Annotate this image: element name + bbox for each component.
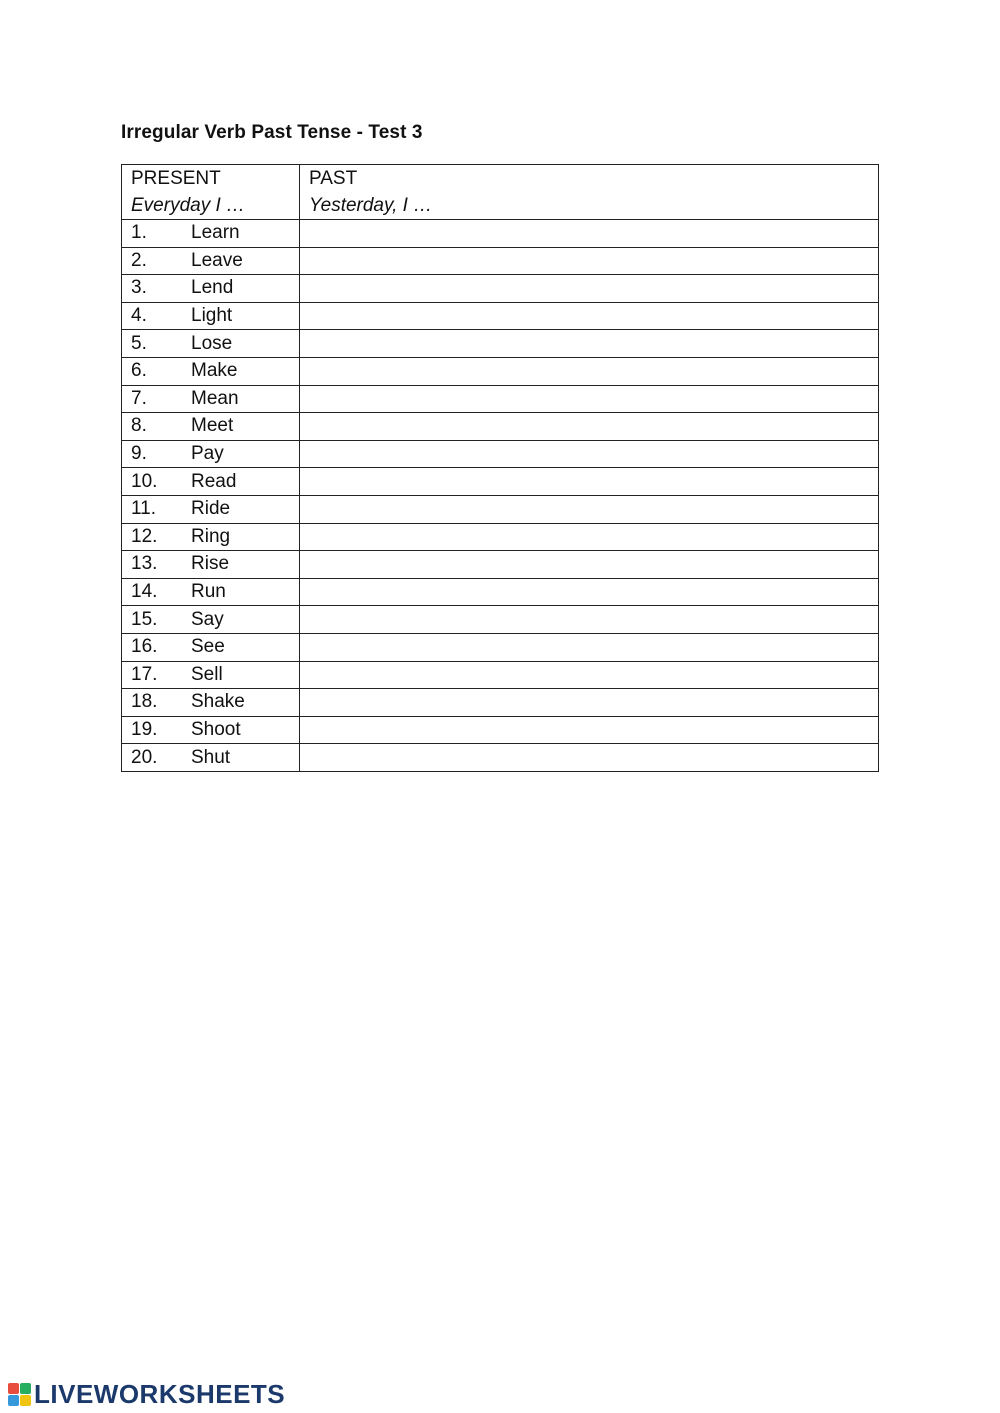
- past-answer-cell: [300, 330, 879, 358]
- past-tense-answer-input[interactable]: [309, 689, 878, 715]
- present-verb-cell: [122, 275, 300, 303]
- row-number: 20.: [131, 746, 158, 768]
- table-row: [122, 633, 879, 661]
- present-verb: Rise: [191, 553, 230, 575]
- present-verb-cell: [122, 413, 300, 441]
- present-verb-cell: [122, 661, 300, 689]
- present-verb: Ring: [191, 525, 231, 547]
- row-number: 17.: [131, 663, 158, 685]
- past-answer-cell: [300, 275, 879, 303]
- row-number: 19.: [131, 718, 158, 740]
- past-answer-cell: [300, 606, 879, 634]
- logo-tile-3: [8, 1395, 19, 1406]
- present-verb-cell: [122, 744, 300, 772]
- table-row: [122, 578, 879, 606]
- past-answer-cell: [300, 661, 879, 689]
- logo-tile-2: [20, 1383, 31, 1394]
- past-answer-cell: [300, 689, 879, 717]
- worksheet-title: Irregular Verb Past Tense - Test 3: [121, 122, 423, 143]
- table-row: [122, 523, 879, 551]
- table-row: [122, 330, 879, 358]
- present-verb: Shut: [191, 746, 231, 768]
- past-answer-cell: [300, 220, 879, 248]
- past-answer-cell: [300, 413, 879, 441]
- past-header-label: PAST: [309, 168, 358, 189]
- present-verb: Ride: [191, 498, 231, 520]
- past-answer-cell: [300, 440, 879, 468]
- past-answer-cell: [300, 523, 879, 551]
- present-verb-cell: [122, 468, 300, 496]
- past-tense-answer-input[interactable]: [309, 330, 878, 356]
- present-verb-cell: [122, 633, 300, 661]
- past-answer-cell: [300, 357, 879, 385]
- past-tense-answer-input[interactable]: [309, 275, 878, 301]
- past-tense-answer-input[interactable]: [309, 358, 878, 384]
- row-number: 11.: [131, 498, 157, 520]
- past-tense-answer-input[interactable]: [309, 744, 878, 770]
- present-verb: Read: [191, 470, 237, 492]
- row-number: 5.: [131, 332, 147, 354]
- present-verb-cell: [122, 357, 300, 385]
- table-row: [122, 716, 879, 744]
- present-verb-cell: [122, 330, 300, 358]
- past-tense-answer-input[interactable]: [309, 303, 878, 329]
- past-answer-cell: [300, 302, 879, 330]
- table-row: [122, 247, 879, 275]
- past-tense-answer-input[interactable]: [309, 579, 878, 605]
- past-tense-answer-input[interactable]: [309, 717, 878, 743]
- brand-name: LIVEWORKSHEETS: [34, 1379, 286, 1409]
- row-number: 1.: [131, 222, 147, 244]
- past-answer-cell: [300, 468, 879, 496]
- table-row: [122, 275, 879, 303]
- present-verb-cell: [122, 716, 300, 744]
- present-header-cell: [122, 165, 300, 220]
- present-verb-cell: [122, 495, 300, 523]
- table-row: [122, 606, 879, 634]
- past-tense-answer-input[interactable]: [309, 496, 878, 522]
- logo-tile-4: [20, 1395, 31, 1406]
- past-answer-cell: [300, 551, 879, 579]
- present-header-hint: Everyday I …: [131, 195, 246, 216]
- past-answer-cell: [300, 633, 879, 661]
- present-header-label: PRESENT: [131, 168, 221, 189]
- past-header-hint: Yesterday, I …: [309, 195, 433, 216]
- table-row: [122, 689, 879, 717]
- past-tense-answer-input[interactable]: [309, 551, 878, 577]
- present-verb: Run: [191, 581, 226, 603]
- row-number: 16.: [131, 636, 158, 658]
- row-number: 4.: [131, 305, 147, 327]
- row-number: 10.: [131, 470, 158, 492]
- table-row: [122, 302, 879, 330]
- past-tense-answer-input[interactable]: [309, 662, 878, 688]
- present-verb: Pay: [191, 443, 224, 465]
- past-answer-cell: [300, 495, 879, 523]
- present-verb: See: [191, 636, 225, 658]
- table-header-row: [122, 165, 879, 220]
- present-verb: Meet: [191, 415, 234, 437]
- present-verb-cell: [122, 606, 300, 634]
- row-number: 15.: [131, 608, 158, 630]
- verb-table: [121, 164, 879, 772]
- logo-tile-1: [8, 1383, 19, 1394]
- past-tense-answer-input[interactable]: [309, 220, 878, 246]
- present-verb-cell: [122, 551, 300, 579]
- row-number: 14.: [131, 581, 158, 603]
- row-number: 7.: [131, 387, 147, 409]
- row-number: 9.: [131, 443, 147, 465]
- present-verb-cell: [122, 523, 300, 551]
- past-answer-cell: [300, 716, 879, 744]
- past-tense-answer-input[interactable]: [309, 413, 878, 439]
- liveworksheets-logo-icon: [8, 1383, 31, 1406]
- table-row: [122, 551, 879, 579]
- past-tense-answer-input[interactable]: [309, 606, 878, 632]
- row-number: 3.: [131, 277, 147, 299]
- present-verb: Light: [191, 305, 233, 327]
- table-row: [122, 468, 879, 496]
- past-tense-answer-input[interactable]: [309, 524, 878, 550]
- past-header-cell: [300, 165, 879, 220]
- table-row: [122, 495, 879, 523]
- present-verb: Learn: [191, 222, 240, 244]
- table-row: [122, 413, 879, 441]
- past-tense-answer-input[interactable]: [309, 386, 878, 412]
- table-row: [122, 661, 879, 689]
- row-number: 8.: [131, 415, 147, 437]
- present-verb-cell: [122, 247, 300, 275]
- verb-table-body: [122, 165, 879, 772]
- present-verb: Say: [191, 608, 224, 630]
- present-verb: Mean: [191, 387, 239, 409]
- present-verb-cell: [122, 440, 300, 468]
- table-row: [122, 385, 879, 413]
- past-answer-cell: [300, 578, 879, 606]
- table-row: [122, 440, 879, 468]
- row-number: 6.: [131, 360, 147, 382]
- present-verb: Make: [191, 360, 238, 382]
- past-answer-cell: [300, 247, 879, 275]
- present-verb: Shake: [191, 691, 245, 713]
- present-verb-cell: [122, 689, 300, 717]
- table-row: [122, 744, 879, 772]
- row-number: 12.: [131, 525, 158, 547]
- row-number: 2.: [131, 249, 147, 271]
- present-verb: Shoot: [191, 718, 241, 740]
- past-tense-answer-input[interactable]: [309, 468, 878, 494]
- past-tense-answer-input[interactable]: [309, 441, 878, 467]
- past-tense-answer-input[interactable]: [309, 634, 878, 660]
- past-answer-cell: [300, 385, 879, 413]
- present-verb: Leave: [191, 249, 243, 271]
- table-row: [122, 357, 879, 385]
- past-tense-answer-input[interactable]: [309, 248, 878, 274]
- present-verb: Lose: [191, 332, 233, 354]
- row-number: 18.: [131, 691, 158, 713]
- present-verb-cell: [122, 220, 300, 248]
- table-row: [122, 220, 879, 248]
- present-verb: Sell: [191, 663, 223, 685]
- present-verb: Lend: [191, 277, 234, 299]
- present-verb-cell: [122, 385, 300, 413]
- present-verb-cell: [122, 578, 300, 606]
- past-answer-cell: [300, 744, 879, 772]
- row-number: 13.: [131, 553, 158, 575]
- present-verb-cell: [122, 302, 300, 330]
- liveworksheets-logo: [8, 1381, 285, 1407]
